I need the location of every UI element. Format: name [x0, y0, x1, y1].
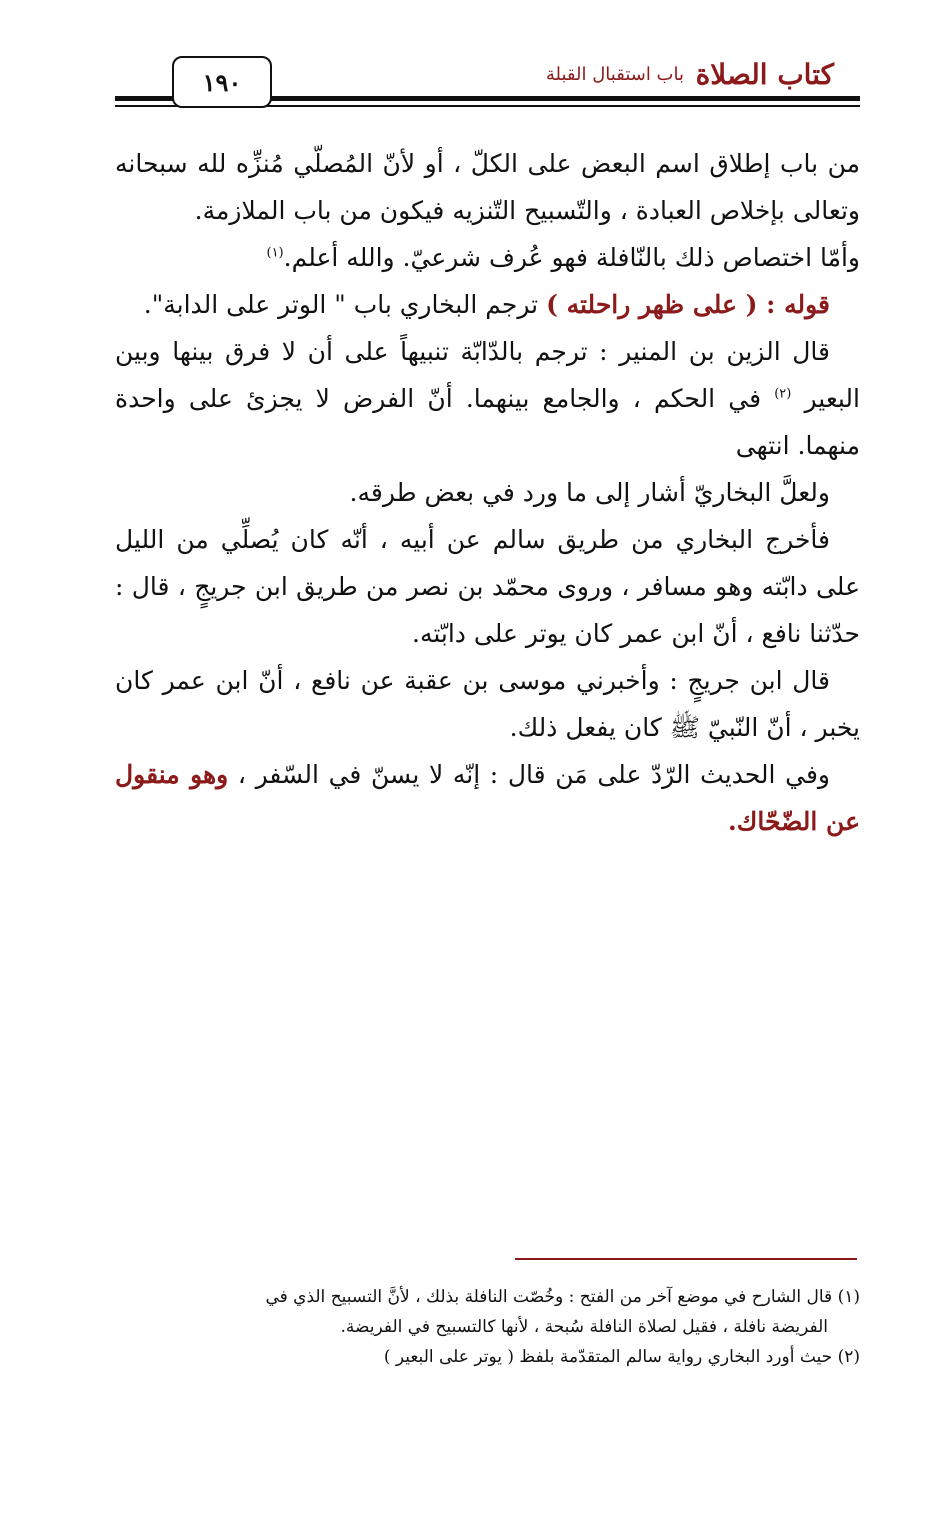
paragraph-4-text-b: في الحكم ، والجامع بينهما. أنّ الفرض لا يجزئ على واحدة منهما. انتهى	[115, 384, 860, 460]
book-title: كتاب الصلاة	[695, 58, 834, 91]
paragraph-4	[115, 328, 860, 469]
paragraph-8-text: وفي الحديث الرّدّ على مَن قال : إنّه لا يسنّ في السّفر ،	[228, 760, 830, 789]
paragraph-8	[115, 751, 860, 845]
paragraph-2	[115, 234, 860, 281]
paragraph-7: قال ابن جريجٍ : وأخبرني موسى بن عقبة عن نافع ، أنّ ابن عمر كان يخبر ، أنّ النّبيّ ﷺ كان يفعل ذلك.	[115, 666, 860, 742]
paragraph-3-text: ترجم البخاري باب " الوتر على الدابة".	[143, 290, 547, 319]
footnote-separator	[515, 1258, 857, 1260]
paragraph-6: فأخرج البخاري من طريق سالم عن أبيه ، أنّه كان يُصلِّي من الليل على دابّته وهو مسافر ، وروى محمّد بن نصر من طريق ابن جريجٍ ، قال : حدّثنا نافع ، أنّ ابن عمر كان يوتر على دابّته.	[115, 525, 860, 648]
footnote-ref-1: (١)	[266, 245, 284, 261]
quote-heading: قوله : ( على ظهر راحلته )	[546, 290, 830, 319]
paragraph-1-line-2: سبحانه وتعالى بإخلاص العبادة ، والتّسبيح التّنزيه فيكون من باب	[115, 149, 860, 225]
paragraph-1	[115, 140, 860, 234]
paragraph-1-line-3: الملازمة.	[194, 196, 286, 225]
paragraph-8-highlight: وهو منقول عن الضّحّاك.	[115, 760, 860, 836]
footnote-2: (٢) حيث أورد البخاري رواية سالم المتقدّمة بلفظ ( يوتر على البعير )	[383, 1347, 860, 1367]
footnote-ref-2: (٢)	[774, 386, 792, 402]
paragraph-5: ولعلَّ البخاريّ أشار إلى ما ورد في بعض طرقه.	[349, 478, 830, 507]
page-header	[115, 52, 860, 112]
paragraph-4-text-a: قال الزين بن المنير : ترجم بالدّابّة تنبيهاً على أن لا فرق بينها وبين البعير	[115, 337, 860, 413]
paragraph-3	[115, 281, 860, 328]
footnote-1-line-2: الفريضة نافلة ، فقيل لصلاة النافلة سُبحة ، لأنها كالتسبيح في الفريضة.	[340, 1317, 828, 1337]
page-number: ١٩٠	[172, 56, 272, 108]
footnote-1-line-1: (١) قال الشارح في موضع آخر من الفتح : وخُصّت النافلة بذلك ، لأنَّ التسبيح الذي في	[265, 1287, 860, 1307]
footnotes	[115, 1282, 860, 1372]
paragraph-1-line-1: من باب إطلاق اسم البعض على الكلّ ، أو لأنّ المُصلّي مُنزِّه لله	[197, 149, 860, 178]
main-text	[115, 140, 860, 845]
paragraph-2-text: وأمّا اختصاص ذلك بالنّافلة فهو عُرف شرعيّ. والله أعلم.	[283, 243, 860, 272]
chapter-title: باب استقبال القبلة	[545, 64, 684, 85]
